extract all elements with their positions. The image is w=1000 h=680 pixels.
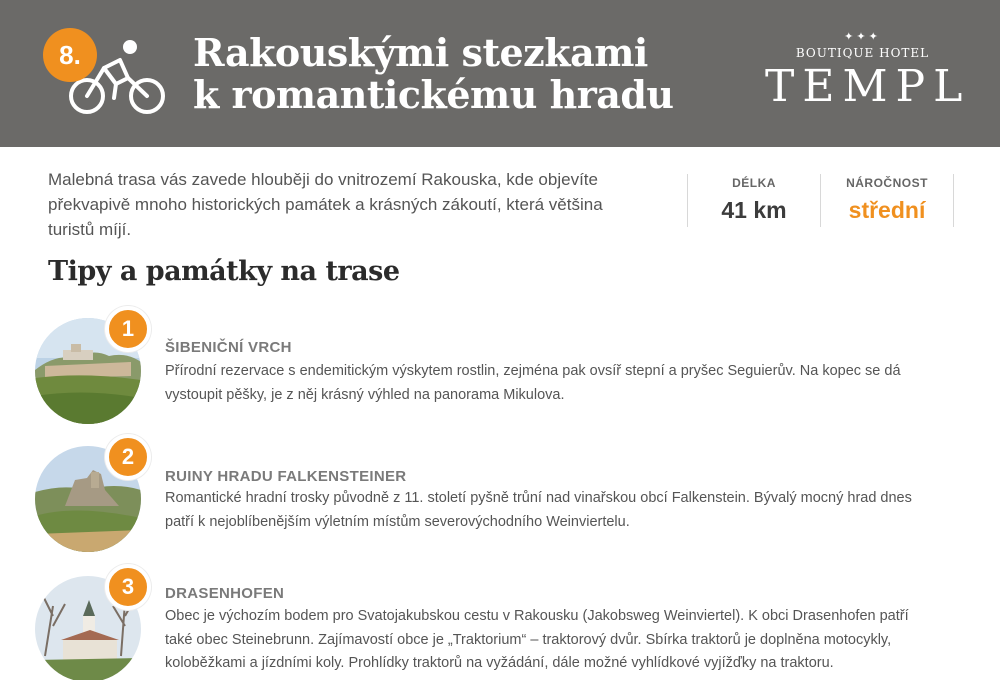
tip-number-badge <box>105 434 151 480</box>
page-title <box>193 32 713 116</box>
tip-description: Přírodní rezervace s endemitickým výskytem rostlin, zejména pak ovsíř stepní a pryšec Seguierův. Na kopec se dá vystoupit pěšky, je z něj krásný výhled na panorama Mikulova. <box>165 363 901 403</box>
tip-title: DRASENHOFEN <box>165 585 285 602</box>
tip-description: Romantické hradní trosky původně z 11. století pyšně trůní nad vinařskou obcí Falkenstein. Bývalý mocný hrad dnes patří k nejoblíbenějším výletním místům severovýchodního Weinviertelu. <box>165 490 912 530</box>
tip-number: 1 <box>121 316 135 341</box>
route-number-badge <box>43 28 97 82</box>
tip-title: RUINY HRADU FALKENSTEINER <box>165 468 407 485</box>
route-number: 8. <box>59 39 81 70</box>
logo-stars: ✦✦✦ <box>844 31 881 43</box>
route-stats <box>687 174 954 227</box>
tip-number: 3 <box>121 574 135 599</box>
logo-name: TEMPL <box>765 61 971 112</box>
section-title: Tipy a památky na trase <box>48 256 400 287</box>
length-stat <box>688 174 821 227</box>
tip-number-badge <box>105 306 151 352</box>
title-line-2: k romantickému hradu <box>193 72 674 117</box>
tip-title: ŠIBENIČNÍ VRCH <box>165 339 292 356</box>
length-value: 41 km <box>721 197 787 223</box>
difficulty-label: NÁROČNOST <box>846 176 928 190</box>
difficulty-value: střední <box>848 197 926 223</box>
difficulty-stat <box>821 174 954 227</box>
tip-number-badge <box>105 564 151 610</box>
title-line-1: Rakouskými stezkami <box>193 30 648 75</box>
tip-number: 2 <box>121 444 135 469</box>
logo-subtitle: BOUTIQUE HOTEL <box>795 46 930 60</box>
length-label: DÉLKA <box>732 176 776 190</box>
intro-text: Malebná trasa vás zavede hlouběji do vnitrozemí Rakouska, kde objevíte překvapivě mnoho historických památek a krásných zákoutí, která většina turistů míjí. <box>48 170 603 239</box>
hotel-logo <box>765 30 971 120</box>
header-banner <box>0 0 1000 147</box>
tip-description: Obec je výchozím bodem pro Svatojakubskou cestu v Rakousku (Jakobsweg Weinviertel). K obci Drasenhofen patří také obec Steinebrunn. Zajímavostí obce je „Traktorium“ – traktorový dvůr. Sbírka traktorů je doplněna motocykly, koloběžkami a jízdními koly. Prohlídky traktorů na vyžádání, dále možné vyhlídkové vyjížďky na traktoru. <box>165 608 909 671</box>
